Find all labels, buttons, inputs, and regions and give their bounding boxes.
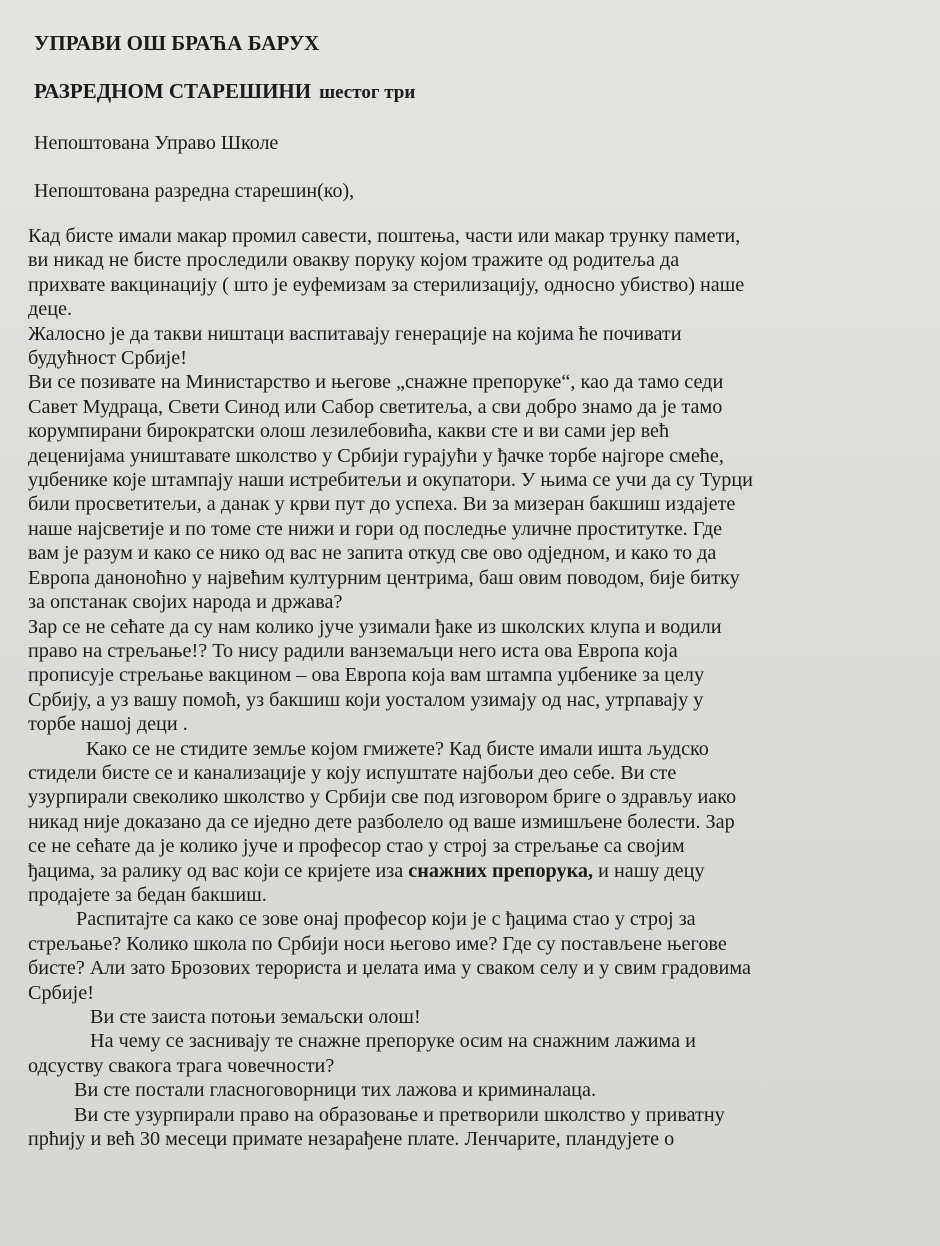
body-line: будућност Србије! bbox=[28, 347, 187, 370]
addressee-class: шестог три bbox=[319, 82, 416, 103]
body-line: Кад бисте имали макар промил савести, поштења, части или макар трунку памети, bbox=[28, 225, 741, 247]
body-line: Жалосно је да такви ништаци васпитавају генерације на којима ће почивати bbox=[28, 322, 682, 345]
body-line: Србије! bbox=[28, 981, 94, 1004]
body-line: Европа даноноћно у највећим културним центрима, баш овим поводом, бије битку bbox=[28, 566, 740, 589]
body-line: На чему се заснивају те снажне препоруке осим на снажним лажима и bbox=[90, 1030, 696, 1053]
body-line: продајете за бедан бакшиш. bbox=[28, 883, 267, 906]
salutation-school: Непоштована Управо Школе bbox=[34, 132, 279, 154]
letter-body bbox=[28, 224, 880, 1151]
body-line: Ви сте заиста потоњи земаљски олош! bbox=[90, 1006, 421, 1028]
body-line: наше најсветије и по томе сте нижи и гори од последње уличне проститутке. Где bbox=[28, 517, 723, 540]
body-line: прћију и већ 30 месеци примате незарађене плате. Ленчарите, пландујете о bbox=[28, 1128, 675, 1151]
body-line: Савет Мудраца, Свети Синод или Сабор светитеља, а сви добро знамо да је тамо bbox=[28, 395, 723, 418]
salutation-teacher: Непоштована разредна старешин(ко), bbox=[34, 180, 355, 202]
body-line: право на стрељање!? То нису радили ванземаљци него иста ова Европа која bbox=[28, 639, 678, 662]
body-line: торбе нашој деци . bbox=[28, 713, 188, 736]
body-line: за опстанак својих народа и држава? bbox=[28, 591, 343, 614]
body-line: прихвате вакцинацију ( што је еуфемизам за стерилизацију, односно убиство) наше bbox=[28, 273, 745, 296]
body-line: Како се не стидите земље којом гмижете? Кад бисте имали ишта људско bbox=[86, 737, 709, 760]
body-line: бисте? Али зато Брозових терориста и џелата има у сваком селу и у свим градовима bbox=[28, 957, 751, 980]
body-line: ви никад не бисте проследили овакву поруку којом тражите од родитеља да bbox=[28, 249, 680, 272]
body-line: прописује стрељање вакцином – ова Европа која вам штампа уџбенике за целу bbox=[28, 664, 705, 687]
body-line: деце. bbox=[28, 298, 73, 321]
bold-phrase: снажних препорука, bbox=[408, 859, 594, 882]
body-line: ђацима, за ралику од вас који се кријете иза снажних препорука, и нашу децу bbox=[28, 859, 705, 882]
body-line: Ви се позивате на Министарство и његове „снажне препоруке“, као да тамо седи bbox=[28, 371, 724, 394]
body-line: се не сећате да је колико јуче и професор стао у строј за стрељање са својим bbox=[28, 835, 685, 858]
body-line: узурпирали свеколико школство у Србији све под изговором бриге о здрављу иако bbox=[28, 786, 737, 809]
body-line: стидели бисте се и канализације у коју испуштате најбољи део себе. Ви сте bbox=[28, 761, 677, 784]
body-line: Распитајте са како се зове онај професор који је с ђацима стао у строј за bbox=[76, 908, 696, 931]
body-line: уџбенике које штампају наши истребитељи и окупатори. У њима се учи да су Турци bbox=[28, 469, 753, 492]
body-line: Ви сте узурпирали право на образовање и претворили школство у приватну bbox=[74, 1103, 725, 1126]
body-line: деценијама уништавате школство у Србији гурајући у ђачке торбе најгоре смеће, bbox=[28, 444, 724, 467]
body-line: корумпирани бирократски олош лезилебовића, какви сте и ви сами јер већ bbox=[28, 420, 670, 443]
body-line: Зар се не сећате да су нам колико јуче узимали ђаке из школских клупа и водили bbox=[28, 615, 722, 638]
addressee-school: УПРАВИ ОШ БРАЋА БАРУХ bbox=[34, 31, 320, 55]
body-line: стрељање? Колико школа по Србији носи његово име? Где су постављене његове bbox=[28, 932, 727, 955]
body-line: Ви сте постали гласноговорници тих лажова и криминалаца. bbox=[74, 1079, 596, 1102]
addressee-teacher bbox=[34, 78, 880, 106]
addressee-teacher-title: РАЗРЕДНОМ СТАРЕШИНИ bbox=[34, 79, 312, 103]
body-line: одсуству свакога трага човечности? bbox=[28, 1054, 335, 1077]
body-line: били просветитељи, а данак у крви пут до успеха. Ви за мизеран бакшиш издајете bbox=[28, 493, 736, 516]
body-line: никад није доказано да се иједно дете разболело од ваше измишљене болести. Зар bbox=[28, 810, 735, 833]
body-line: вам је разум и како се нико од вас не запита откуд све ово одједном, и како то да bbox=[28, 542, 717, 565]
body-line: Србију, а уз вашу помоћ, уз бакшиш који уосталом узимају од нас, утрпавају у bbox=[28, 688, 704, 711]
